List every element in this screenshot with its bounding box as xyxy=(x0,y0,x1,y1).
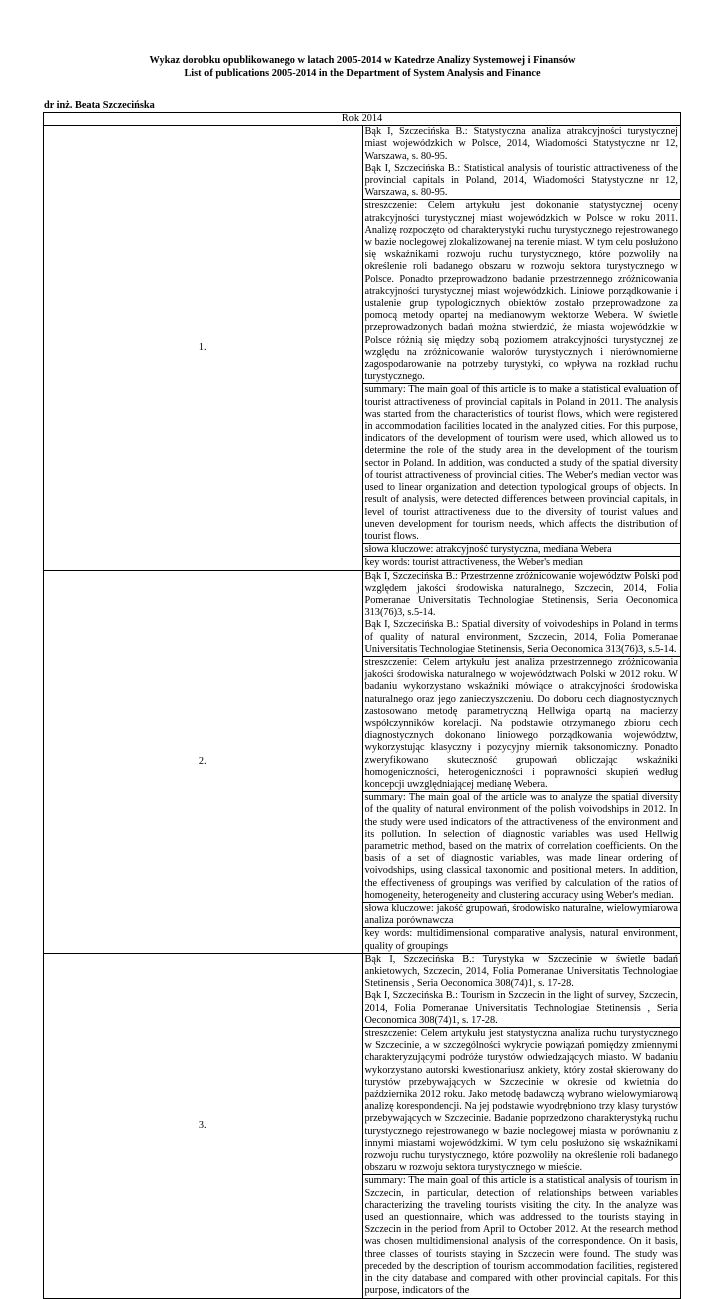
citation-cell xyxy=(362,570,681,656)
author-name: dr inż. Beata Szczecińska xyxy=(44,100,155,111)
abstract-english: summary: The main goal of this article is to make a statistical evaluation of tourist attractiveness of provincial capitals in Poland in 2011. The analysis was started from the characteristics of tourist flows, which were registered in accommodation facilities located in the analyzed cities. For this purpose, indicators of the development of tourism were used, which allowed us to determine the role of the study area in the development of the tourism sector in Poland. In addition, was conducted a study of the spatial diversity of tourist attractiveness of provincial cities. The Weber's median vector was used to linear organization and detection typological groups of objects. In result of analysis, were detected differences between provincial capitals, in level of tourist attractiveness due to the diversity of tourist values and uneven development for tourism needs, which affects the distribution of tourist flows. xyxy=(362,384,681,544)
table-row xyxy=(44,953,681,1027)
citation-english: Bąk I, Szczecińska B.: Statistical analysis of touristic attractiveness of the provincial capitals in Poland, 2014, Wiadomości Statystyczne nr 12, Warszawa, s. 80-95. xyxy=(364,162,678,199)
entry-number: 1. xyxy=(44,126,363,570)
citation-cell xyxy=(362,126,681,200)
title-polish: Wykaz dorobku opublikowanego w latach 2005-2014 w Katedrze Analizy Systemowej i Finansów xyxy=(149,55,576,66)
entry-number: 3. xyxy=(44,953,363,1298)
abstract-english: summary: The main goal of this article is a statistical analysis of tourism in Szczecin, in particular, detection of relationships between variables characterizing the traveling tourists visiting the city. In the analyze was used an questionnaire, which was addressed to the tourists staying in Szczecin in the period from April to October 2012. At the research method was chosen multidimensional analysis of the correspondence. On it basis, three classes of tourists staying in Szczecin were found. The study was preceded by the description of tourism accommodation facilities, registered in the city database and compared with other provincial capitals. For this purpose, indicators of the xyxy=(362,1175,681,1298)
abstract-polish: streszczenie: Celem artykułu jest dokonanie statystycznej oceny atrakcyjności turystycznej miast wojewódzkich w Polsce w roku 2011. Analizę rozpoczęto od charakterystyki ruchu turystycznego rejestrowanego w bazie noclegowej zlokalizowanej na terenie miast. W tym celu posłużono się wskaźnikami rozwoju ruchu turystycznego, które pozwoliły na określenie roli badanego obszaru w rozwoju sektora turystycznego w Polsce. Ponadto przeprowadzono badanie przestrzennego zróżnicowania atrakcyjności turystycznej miast wojewódzkich. Liniowe porządkowanie i ustalenie grup typologicznych obiektów zostało przeprowadzone za pomocą metody opartej na medianowym wektorze Webera. W świetle przeprowadzonych badań można stwierdzić, że miasta wojewódzkie w Polsce różnią się między sobą poziomem atrakcyjności turystycznej ze względu na zróżnicowanie walorów turystycznych i nierównomierne zagospodarowanie na potrzeby turystyki, co wpływa na rozkład ruchu turystycznego. xyxy=(362,200,681,384)
citation-polish: Bąk I, Szczecińska B.: Turystyka w Szczecinie w świetle badań ankietowych, Szczecin, 2014, Folia Pomeranae Universitatis Technologiae Stetinensis , Seria Oeconomica 308(74)1, s. 17-28. xyxy=(364,953,678,990)
keywords-polish: słowa kluczowe: jakość grupowań, środowisko naturalne, wielowymiarowa analiza porównawcza xyxy=(362,903,681,928)
abstract-english: summary: The main goal of the article was to analyze the spatial diversity of the quality of natural environment of the polish voivodships in 2012. In the study were used indicators of the attractiveness of the environment and its pollution. In selection of diagnostic variables was used Hellwig parametric method, based on the matrix of correlation coefficients. On the basis of a set of diagnostic variables, was made linear ordering of voivodships, using classical taxonomic and positional meters. In addition, the effectiveness of groupings was verified by calculation of the ratios of homogeneity, heterogeneity and clustering accuracy using Weber's median. xyxy=(362,792,681,903)
citation-polish: Bąk I, Szczecińska B.: Statystyczna analiza atrakcyjności turystycznej miast wojewódzkich w Polsce, 2014, Wiadomości Statystyczne nr 12, Warszawa, s. 80-95. xyxy=(364,126,678,162)
year-header: Rok 2014 xyxy=(44,113,681,126)
citation-polish: Bąk I, Szczecińska B.: Przestrzenne zróżnicowanie województw Polski pod względem jakości środowiska naturalnego, Szczecin, 2014, Folia Pomeranae Universitatis Technologiae Stetinensis, Seria Oeconomica 313(76)3, s.5-14. xyxy=(364,570,678,619)
abstract-polish: streszczenie: Celem artykułu jest statystyczna analiza ruchu turystycznego w Szczecinie, a w szczególności wykrycie powiązań pomiędzy zmiennymi charakteryzującymi podróże turystów odwiedzających miasto. W badaniu wykorzystano autorski kwestionariusz ankiety, który został skierowany do turystów przebywających w Szczecinie w okresie od kwietnia do października 2012 roku. Jako metodę badawczą wybrano wielowymiarową analizę korespondencji. Na jej podstawie wyodrębniono trzy klasy turystów przebywających w Szczecinie. Badanie poprzedzono charakterystyką ruchu turystycznego rejestrowanego w bazie noclegowej miasta w porównaniu z innymi miastami wojewódzkimi. W tym celu posłużono się wskaźnikami rozwoju ruchu turystycznego, które pozwoliły na określenie roli badanego obszaru w rozwoju sektora turystycznego w mieście. xyxy=(362,1028,681,1175)
title-english: List of publications 2005-2014 in the Department of System Analysis and Finance xyxy=(184,68,541,79)
publications-table xyxy=(43,112,681,1299)
citation-english: Bąk I, Szczecińska B.: Tourism in Szczecin in the light of survey, Szczecin, 2014, Folia Pomeranae Universitatis Technologiae Stetinensis , Seria Oeconomica 308(74)1, s. 17-28. xyxy=(364,990,678,1026)
abstract-polish: streszczenie: Celem artykułu jest analiza przestrzennego zróżnicowania jakości środowiska naturalnego w województwach Polski w 2012 roku. W badaniu wykorzystano wskaźniki mówiące o atrakcyjności środowiska naturalnego oraz jego zanieczyszczeniu. Do doboru cech diagnostycznych zastosowano metodę parametryczną Hellwiga opartą na macierzy współczynników korelacji. Na podstawie otrzymanego zbioru cech diagnostycznych dokonano liniowego porządkowania województw, wykorzystując klasyczny i pozycyjny miernik taksonomiczny. Ponadto zweryfikowano skuteczność grupowań obliczając wskaźniki homogeniczności, heterogeniczności i poprawności skupień według koncepcji uwzględniającej medianę Webera. xyxy=(362,656,681,791)
document-title xyxy=(0,54,725,80)
citation-english: Bąk I, Szczecińska B.: Spatial diversity of voivodeships in Poland in terms of quality of natural environment, Szczecin, 2014, Folia Pomeranae Universitatis Technologiae Stetinensis, Seria Oeconomica 313(76)3, s.5-14. xyxy=(364,619,678,655)
keywords-english: key words: tourist attractiveness, the Weber's median xyxy=(362,557,681,570)
citation-cell xyxy=(362,953,681,1027)
entry-number: 2. xyxy=(44,570,363,953)
year-row xyxy=(44,113,681,126)
keywords-polish: słowa kluczowe: atrakcyjność turystyczna, mediana Webera xyxy=(362,544,681,557)
keywords-english: key words: multidimensional comparative analysis, natural environment, quality of groupings xyxy=(362,928,681,953)
table-row xyxy=(44,126,681,200)
table-row xyxy=(44,570,681,656)
